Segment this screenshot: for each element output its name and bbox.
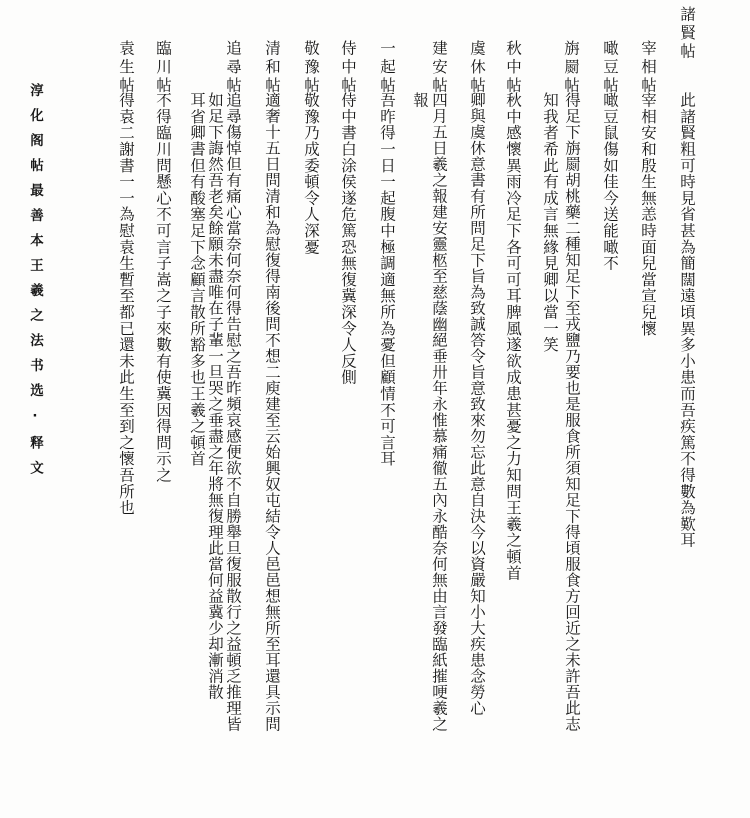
passage-title: 虞休帖 — [468, 40, 486, 96]
passage-title: 追尋帖 — [224, 40, 242, 96]
passage-title: 一起帖 — [378, 40, 396, 96]
passage-text: 敬豫乃成委頓令人深憂 — [302, 92, 320, 255]
passage-title: 建安帖 — [430, 40, 448, 96]
passage-text: 不得臨川問懸心不可言子嵩之子來數有使冀因得問示之 — [154, 92, 172, 484]
passage-title: 袁生帖 — [117, 40, 135, 96]
passage-title: 宰相帖 — [639, 40, 657, 96]
passage-text-continued: 知我者希此有成言無緣見卿以當一笑 — [541, 92, 559, 353]
passage-text: 卿與虞休意書有所問足下旨為致誠答令旨意致來勿忘此意自決今以資嚴知小大疾患念勞心 — [468, 92, 486, 716]
passage-title: 諸賢帖 — [678, 6, 696, 62]
passage-text: 侍中書白涂侯遂危篤恐無復冀深令人反側 — [339, 92, 357, 386]
passage-text: 四月五日羲之報建安靈柩至慈蔭幽絕垂卅年永惟慕痛徹五內永酷奈何無由言發臨紙摧哽羲之 — [430, 92, 448, 732]
passage-text: 得袁二謝書一一為慰袁生暫至都已還未此生至到之懷吾所也 — [117, 92, 135, 516]
running-title: 淳化阁帖最善本王羲之法书选·释文 — [27, 83, 43, 486]
passage-text: 此諸賢粗可時見省甚為簡闊遠頃異多小患而吾疾篤不得數為歎耳 — [678, 92, 696, 549]
passage-text: 噉豆鼠傷如佳今送能噉不 — [601, 92, 619, 272]
passage-title: 秋中帖 — [504, 40, 522, 96]
passage-title: 臨川帖 — [154, 40, 172, 96]
passage-title: 旃罽帖 — [562, 40, 580, 96]
passage-title: 清和帖 — [263, 40, 281, 96]
passage-text-continued: 報 — [411, 92, 429, 109]
passage-title: 侍中帖 — [339, 40, 357, 96]
passage-text: 適奢十五日問清和為慰復得南後問不想二庾建至云始興奴屯結令人邑邑想無所至耳還具示問 — [263, 92, 281, 732]
passage-text-continued: 如足下誨然吾老矣餘願未盡唯在子輩一旦哭之垂盡之年將無復理此當何益冀少却漸消散 — [206, 92, 224, 700]
passage-text: 得足下旃罽胡桃藥二種知足下至戎鹽乃要也是服食所須知足下得頃服食方回近之未許吾此志 — [563, 92, 581, 732]
passage-text-continued: 耳省卿書但有酸塞足下念顧言散所豁多也王羲之頓首 — [188, 92, 206, 467]
passage-title: 敬豫帖 — [302, 40, 320, 96]
passage-text: 秋中感懷異雨冷足下各可可耳脾風遂欲成患甚憂之力知問王羲之頓首 — [504, 92, 522, 581]
passage-title: 噉豆帖 — [601, 40, 619, 96]
passage-text: 追尋傷悼但有痛心當奈何奈何得告慰之吾昨頻哀感便欲不自勝舉旦復服散行之益頓乏推理皆 — [224, 92, 242, 732]
passage-text: 吾昨得一日一起腹中極調適無所為憂但顧情不可言耳 — [378, 92, 396, 467]
passage-text: 宰相安和殷生無恙時面兒當宣兒懷 — [639, 92, 657, 337]
